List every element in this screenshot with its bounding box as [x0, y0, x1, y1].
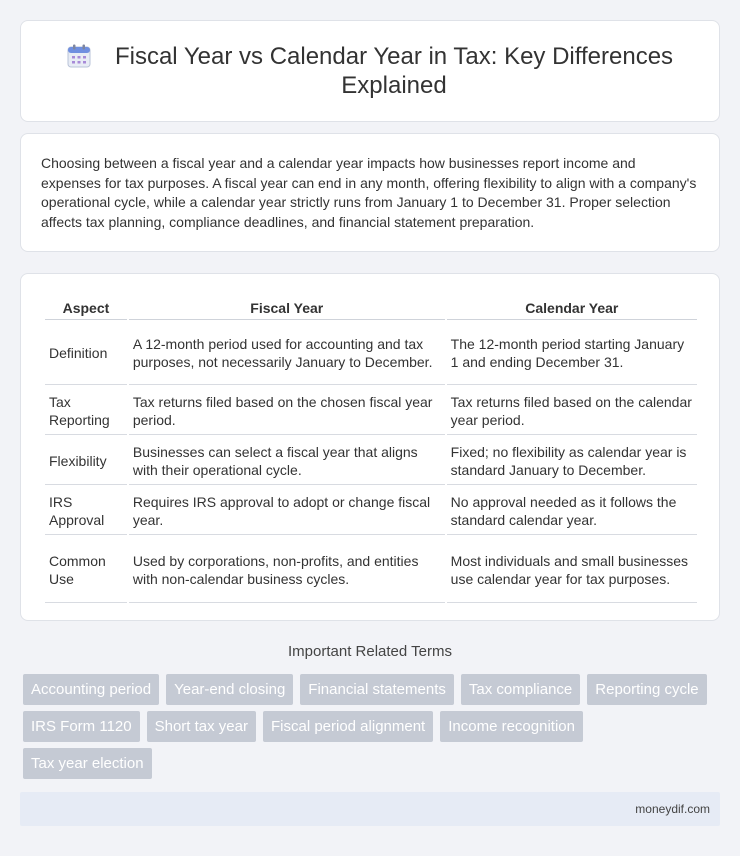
table-cell: IRS Approval	[45, 487, 127, 535]
table-cell: Most individuals and small businesses use calendar year for tax purposes.	[447, 537, 697, 603]
calendar-icon	[66, 43, 92, 69]
table-row	[45, 437, 697, 485]
table-cell: The 12-month period starting January 1 and ending December 31.	[447, 322, 697, 385]
column-header: Aspect	[45, 296, 127, 320]
table-cell: Tax Reporting	[45, 387, 127, 435]
table-cell: Definition	[45, 322, 127, 385]
column-header: Calendar Year	[447, 296, 697, 320]
table-cell: Fixed; no flexibility as calendar year is standard January to December.	[447, 437, 697, 485]
table-cell: Tax returns filed based on the chosen fiscal year period.	[129, 387, 445, 435]
table-cell: Used by corporations, non-profits, and entities with non-calendar business cycles.	[129, 537, 445, 603]
comparison-table	[43, 294, 699, 605]
table-row	[45, 387, 697, 435]
intro-card	[20, 133, 720, 252]
table-cell: Businesses can select a fiscal year that aligns with their operational cycle.	[129, 437, 445, 485]
footer-site[interactable]: moneydif.com	[635, 802, 710, 816]
table-cell: Tax returns filed based on the calendar year period.	[447, 387, 697, 435]
table-cell: Flexibility	[45, 437, 127, 485]
comparison-card	[20, 273, 720, 621]
table-cell: Requires IRS approval to adopt or change fiscal year.	[129, 487, 445, 535]
related-terms-list	[23, 674, 723, 785]
table-header-row	[45, 296, 697, 320]
table-row	[45, 487, 697, 535]
related-term-tag[interactable]: IRS Form 1120	[23, 711, 140, 742]
related-term-tag[interactable]: Income recognition	[440, 711, 583, 742]
related-term-tag[interactable]: Short tax year	[147, 711, 256, 742]
table-cell: A 12-month period used for accounting and tax purposes, not necessarily January to December.	[129, 322, 445, 385]
header-card	[20, 20, 720, 122]
page-title: Fiscal Year vs Calendar Year in Tax: Key Differences Explained	[114, 43, 674, 99]
title-wrap	[50, 42, 690, 100]
table-row	[45, 322, 697, 385]
related-term-tag[interactable]: Accounting period	[23, 674, 159, 705]
related-term-tag[interactable]: Financial statements	[300, 674, 454, 705]
table-cell: Common Use	[45, 537, 127, 603]
column-header: Fiscal Year	[129, 296, 445, 320]
related-term-tag[interactable]: Tax compliance	[461, 674, 580, 705]
related-term-tag[interactable]: Fiscal period alignment	[263, 711, 433, 742]
related-term-tag[interactable]: Tax year election	[23, 748, 152, 779]
related-term-tag[interactable]: Year-end closing	[166, 674, 293, 705]
related-terms-title: Important Related Terms	[288, 643, 452, 660]
table-row	[45, 537, 697, 603]
intro-text: Choosing between a fiscal year and a calendar year impacts how businesses report income and expenses for tax purposes. A fiscal year can end in any month, offering flexibility to align with a company's operational cycle, while a calendar year strictly runs from January 1 to December 31. Proper selection affects tax planning, compliance deadlines, and financial statement preparation.	[41, 155, 697, 230]
table-cell: No approval needed as it follows the standard calendar year.	[447, 487, 697, 535]
footer	[20, 792, 720, 826]
related-term-tag[interactable]: Reporting cycle	[587, 674, 706, 705]
